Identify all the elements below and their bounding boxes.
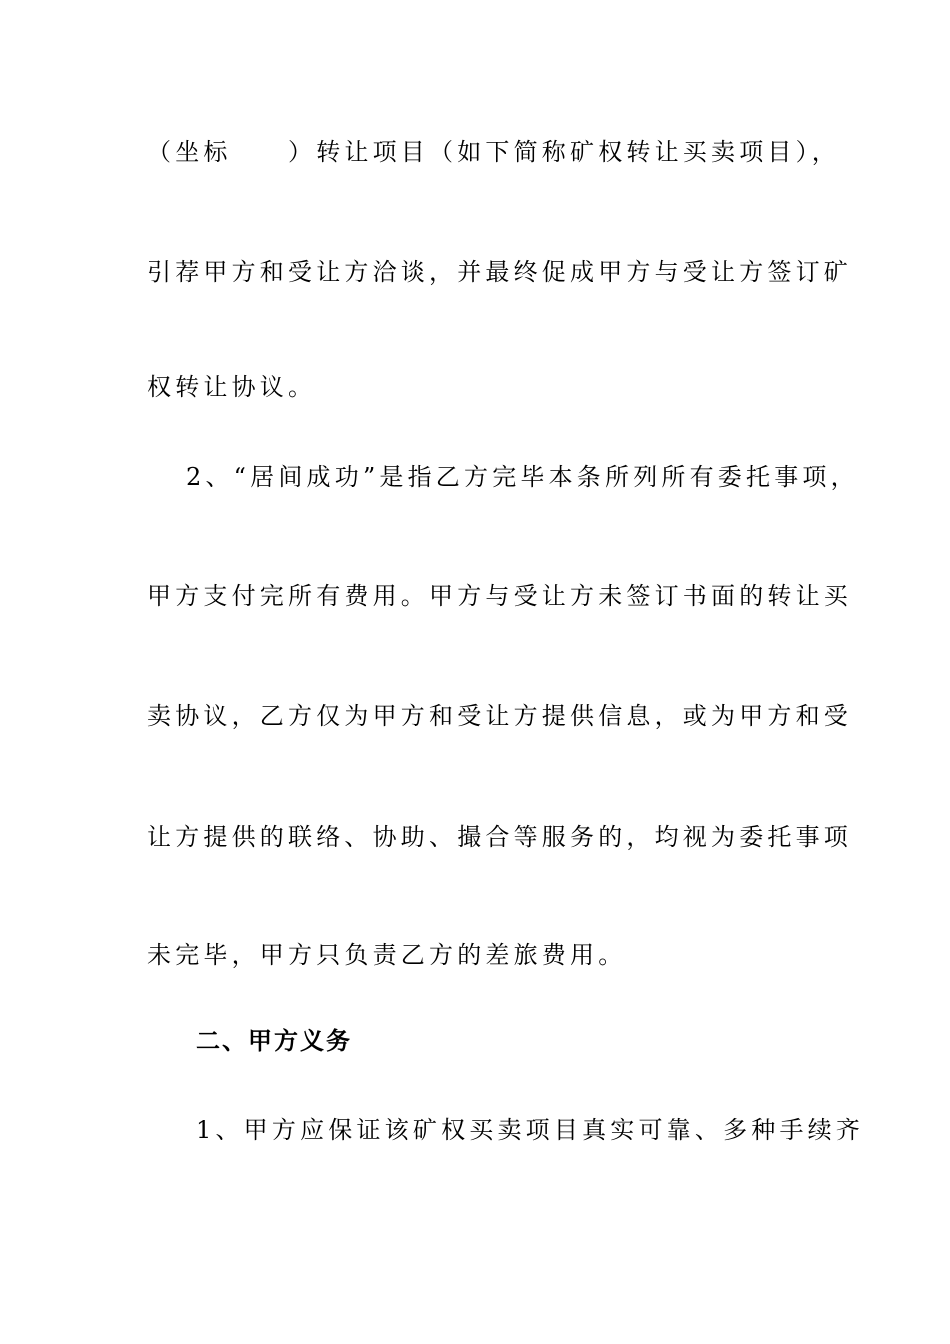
paragraph-line-10: 1、甲方应保证该矿权买卖项目真实可靠、多种手续齐 — [196, 1116, 865, 1144]
section-heading: 二、甲方义务 — [196, 1027, 352, 1055]
paragraph-line-6: 卖协议，乙方仅为甲方和受让方提供信息，或为甲方和受 — [147, 702, 852, 730]
paragraph-line-1: （坐标 ）转让项目（如下简称矿权转让买卖项目）， — [147, 138, 840, 166]
paragraph-line-4: 2、“居间成功”是指乙方完毕本条所列所有委托事项， — [186, 463, 859, 491]
paragraph-line-7: 让方提供的联络、协助、撮合等服务的，均视为委托事项 — [147, 823, 852, 851]
paragraph-line-2: 引荐甲方和受让方洽谈，并最终促成甲方与受让方签订矿 — [147, 258, 852, 286]
paragraph-line-3: 权转让协议。 — [147, 373, 317, 401]
paragraph-line-5: 甲方支付完所有费用。甲方与受让方未签订书面的转让买 — [147, 582, 852, 610]
paragraph-line-8: 未完毕，甲方只负责乙方的差旅费用。 — [147, 941, 627, 969]
